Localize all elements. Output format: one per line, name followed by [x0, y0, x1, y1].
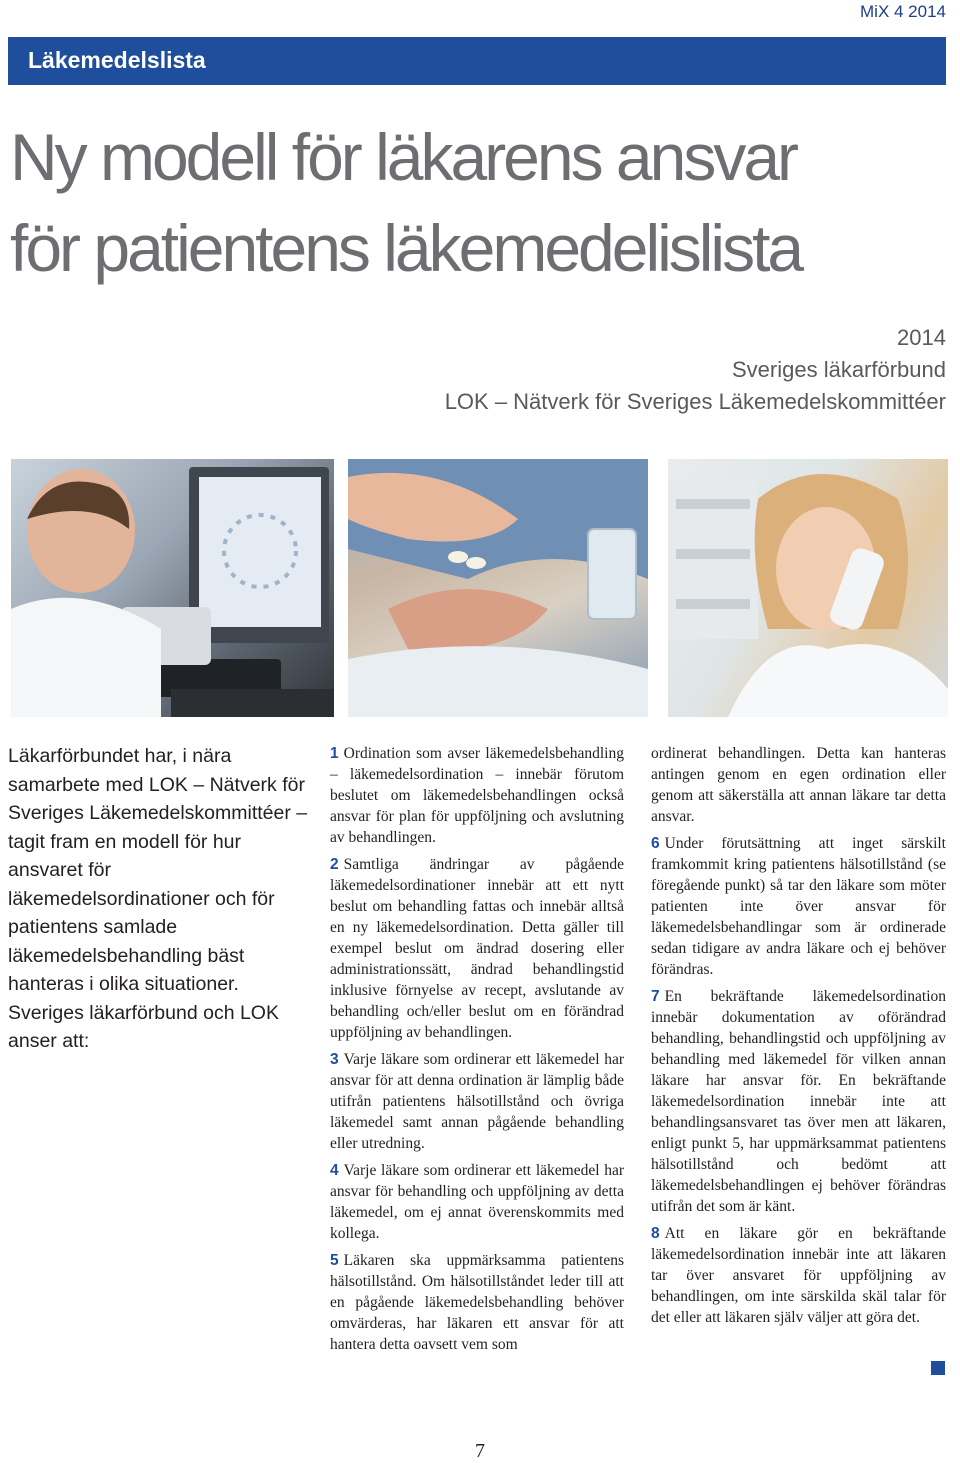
- point-text: Samtliga ändringar av pågående läkemedelsordinationer innebär att ett nytt beslut om behandling fattas och innebär alltså en ny läkemedelsordination. Detta gäller till exempel beslut om ändrad dosering eller administrationssätt, ändrad behandlingstid inklusive förnyelse av recept, avslutande av behandling och/eller beslut om en förändrad uppföljning av behandlingen.: [330, 856, 624, 1041]
- point-number: 4: [330, 1162, 339, 1179]
- page-number: 7: [475, 1440, 485, 1462]
- end-mark-square: [931, 1361, 945, 1375]
- title-line-1: Ny modell för läkarens ansvar: [10, 120, 797, 194]
- point-5: [330, 1250, 624, 1355]
- point-6: [651, 833, 946, 980]
- points-column-2: [330, 743, 624, 1361]
- point-number: 7: [651, 988, 660, 1005]
- page-title: [10, 112, 950, 294]
- point-2: [330, 854, 624, 1043]
- point-text: Varje läkare som ordinerar ett läkemedel har ansvar för att denna ordination är lämplig både utifrån patientens hälsotillstånd och övriga läkemedel samt annan pågående behandling eller utredning.: [330, 1051, 624, 1152]
- section-bar: [8, 37, 946, 85]
- point-number: 3: [330, 1051, 339, 1068]
- photo-nurse-illustration: [668, 459, 948, 717]
- point-text: Läkaren ska uppmärksamma patientens hälsotillstånd. Om hälsotillståndet leder till att en pågående läkemedelsbehandling behöver omvärderas, har läkaren ett ansvar för att hantera detta oavsett vem som: [330, 1252, 624, 1353]
- byline: [445, 322, 946, 418]
- point-number: 2: [330, 856, 339, 873]
- point-7: [651, 986, 946, 1217]
- point-5-continued: [651, 743, 946, 827]
- photo-nurse-on-phone: [668, 459, 948, 717]
- point-number: 6: [651, 835, 660, 852]
- point-4: [330, 1160, 624, 1244]
- point-text: ordinerat behandlingen. Detta kan hanteras antingen genom en egen ordination eller genom att säkerställa att annan läkare tar detta ansvar.: [651, 745, 946, 825]
- point-text: Under förutsättning att inget särskilt framkommit kring patientens hälsotillstånd (se föregående punkt) så tar den läkare som möter patienten inte över ansvar för läkemedelsbehandlingar som är ordinerade sedan tidigare av andra läkare och ej behöver förändras.: [651, 835, 946, 978]
- photo-doctor-illustration: [11, 459, 334, 717]
- point-text: Att en läkare gör en bekräftande läkemedelsordination innebär inte att läkaren tar över ansvaret för uppföljning av behandlingen, om inte särskilda skäl talar för det eller att läkaren själv väljer att göra det.: [651, 1225, 946, 1326]
- point-text: En bekräftande läkemedelsordination innebär dokumentation av oförändrad behandling, behandlingstid och uppföljning av behandling med läkemedel för vilken annan läkare har ansvar för. En bekräftande läkemedelsordination innebär inte att behandlingsansvaret tas över men att läkaren, enligt punkt 5, har uppmärksammat patientens hälsotillstånd och bedömt att läkemedelsbehandlingen ej behöver förändras utifrån det som är känt.: [651, 988, 946, 1215]
- intro-text: [8, 742, 308, 1056]
- byline-org: Sveriges läkarförbund: [731, 357, 946, 382]
- point-8: [651, 1223, 946, 1328]
- photo-doctor-at-computer: [11, 459, 334, 717]
- point-number: 5: [330, 1252, 339, 1269]
- section-label: Läkemedelslista: [28, 47, 206, 73]
- points-column-3: [651, 743, 946, 1334]
- point-text: Varje läkare som ordinerar ett läkemedel har ansvar för behandling och uppföljning av detta läkemedel, om ej annat överenskommits med kollega.: [330, 1162, 624, 1242]
- point-number: 1: [330, 745, 339, 762]
- point-3: [330, 1049, 624, 1154]
- byline-year: 2014: [897, 325, 946, 350]
- title-line-2: för patientens läkemedelislista: [10, 211, 802, 286]
- point-1: [330, 743, 624, 848]
- point-text: Ordination som avser läkemedelsbehandling – läkemedelsordination – innebär förutom beslutet om läkemedelsbehandlingen också ansvar för plan för uppföljning och avslutning av behandlingen.: [330, 745, 624, 846]
- intro-paragraph: Läkarförbundet har, i nära samarbete med LOK – Nätverk för Sveriges Läkemedelskommittéer – tagit fram en modell för hur ansvaret för läkemedelsordinationer och för patientens samlade läkemedelsbehandling bäst hanteras i olika situationer. Sveriges läkarförbund och LOK anser att:: [8, 745, 308, 1052]
- byline-network: LOK – Nätverk för Sveriges Läkemedelskommittéer: [444, 389, 946, 414]
- photo-pills-handover: [348, 459, 648, 717]
- point-number: 8: [651, 1225, 660, 1242]
- photo-pills-illustration: [348, 459, 648, 717]
- issue-label: MiX 4 2014: [860, 2, 946, 21]
